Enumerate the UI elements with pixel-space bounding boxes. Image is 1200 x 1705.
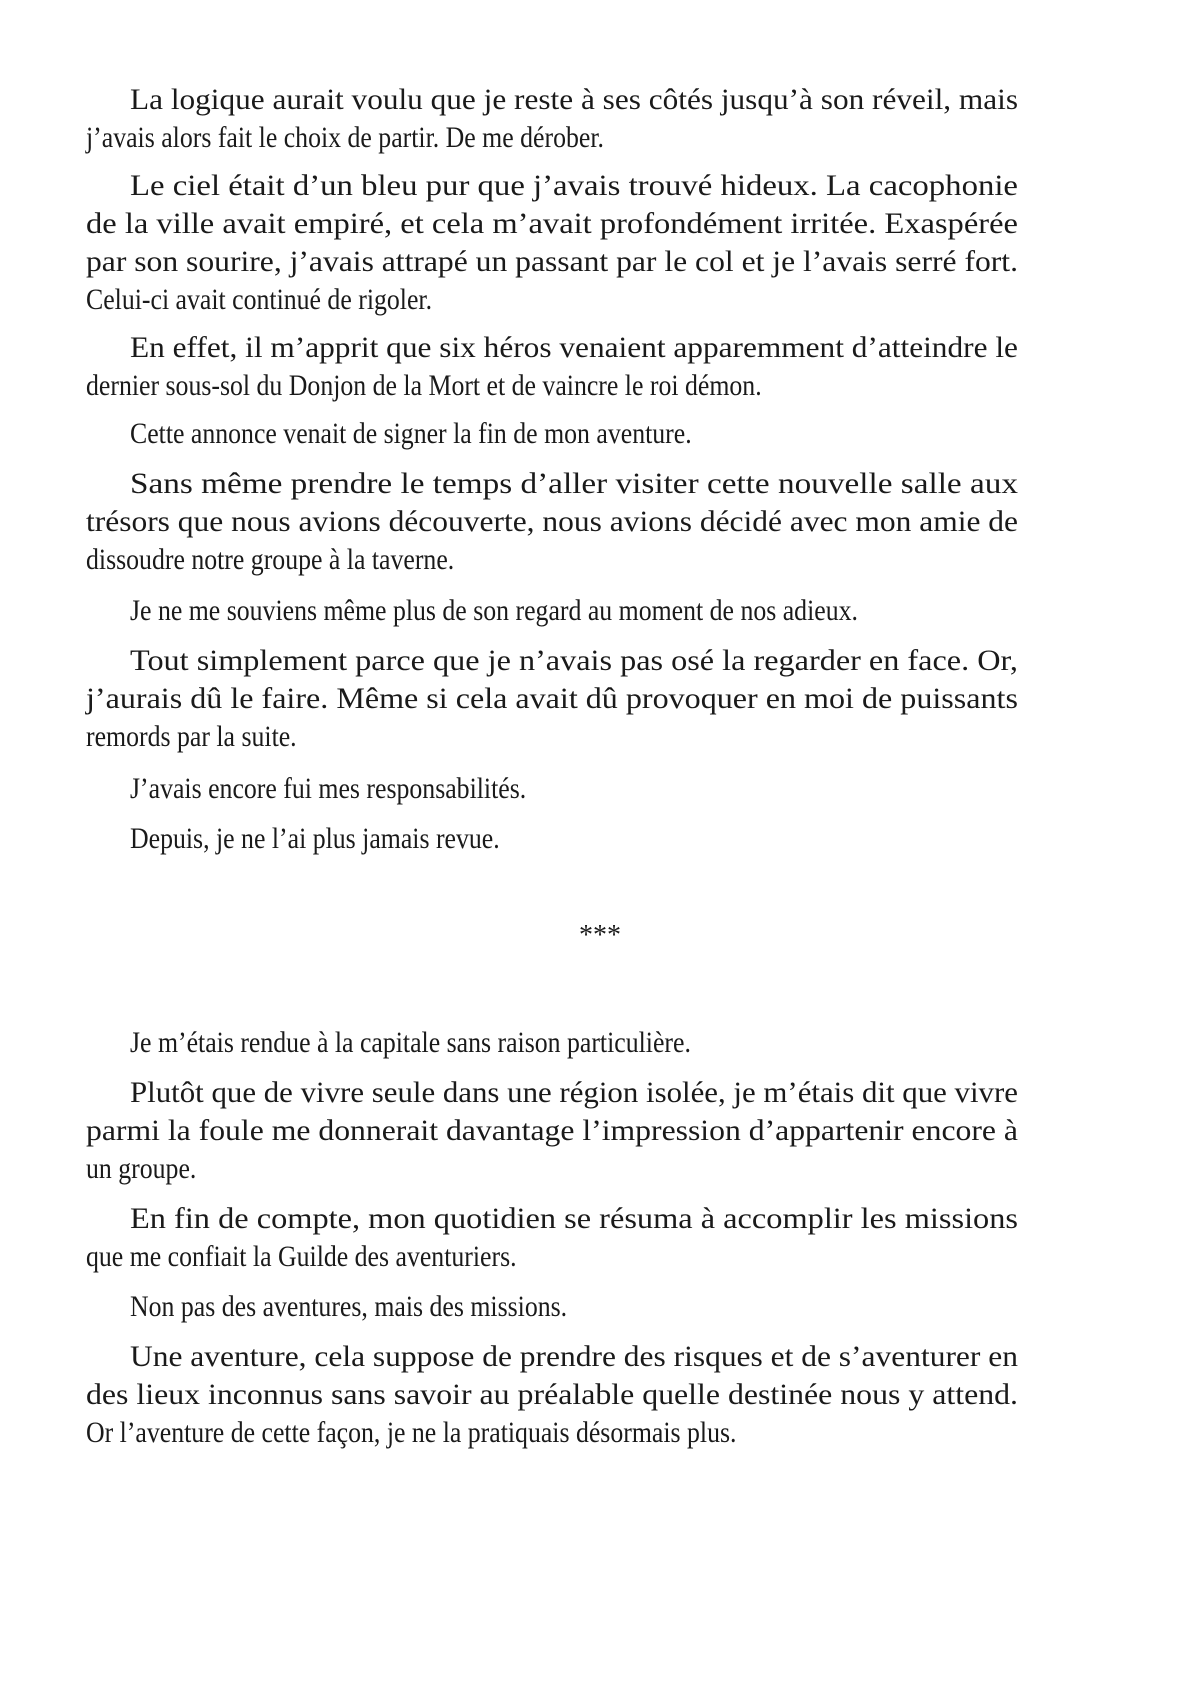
text-line: La logique aurait voulu que je reste à ses côtés jusqu’à son réveil, mais bbox=[130, 83, 1019, 116]
paragraph bbox=[86, 1338, 1018, 1452]
paragraph bbox=[86, 642, 1018, 756]
paragraph bbox=[86, 1024, 1018, 1062]
paragraph bbox=[86, 167, 1018, 319]
text-line: j’avais alors fait le choix de partir. De me dérober. bbox=[86, 121, 604, 154]
text-line: En effet, il m’apprit que six héros venaient apparemment d’atteindre le bbox=[130, 331, 1018, 364]
text-line: Cette annonce venait de signer la fin de mon aventure. bbox=[130, 417, 692, 450]
paragraph bbox=[86, 1288, 1018, 1326]
paragraph bbox=[86, 415, 1018, 453]
text-line: parmi la foule me donnerait davantage l’impression d’appartenir encore à bbox=[86, 1114, 1018, 1147]
text-line: En fin de compte, mon quotidien se résuma à accomplir les missions bbox=[130, 1202, 1019, 1235]
paragraph bbox=[86, 592, 1018, 630]
text-line: Je ne me souviens même plus de son regard au moment de nos adieux. bbox=[130, 594, 858, 627]
text-line: Celui-ci avait continué de rigoler. bbox=[86, 283, 433, 316]
scene-break: *** bbox=[579, 920, 621, 951]
text-line: trésors que nous avions découverte, nous avions décidé avec mon amie de bbox=[86, 505, 1019, 538]
text-line: Le ciel était d’un bleu pur que j’avais trouvé hideux. La cacophonie bbox=[130, 169, 1018, 202]
text-line: dernier sous-sol du Donjon de la Mort et de vaincre le roi démon. bbox=[86, 369, 762, 402]
text-line: Sans même prendre le temps d’aller visiter cette nouvelle salle aux bbox=[130, 467, 1019, 500]
text-line: dissoudre notre groupe à la taverne. bbox=[86, 543, 455, 576]
text-line: Tout simplement parce que je n’avais pas osé la regarder en face. Or, bbox=[130, 644, 1018, 677]
text-line: j’aurais dû le faire. Même si cela avait dû provoquer en moi de puissants bbox=[86, 682, 1018, 715]
paragraph bbox=[86, 329, 1018, 405]
text-line: Je m’étais rendue à la capitale sans raison particulière. bbox=[130, 1026, 691, 1059]
text-line: remords par la suite. bbox=[86, 720, 297, 753]
text-line: Non pas des aventures, mais des missions. bbox=[130, 1290, 568, 1323]
paragraph bbox=[86, 1200, 1018, 1276]
text-line: de la ville avait empiré, et cela m’avait profondément irritée. Exaspérée bbox=[86, 207, 1018, 240]
text-line: Depuis, je ne l’ai plus jamais revue. bbox=[130, 822, 500, 855]
text-line: Plutôt que de vivre seule dans une région isolée, je m’étais dit que vivre bbox=[130, 1076, 1018, 1109]
text-line: Une aventure, cela suppose de prendre des risques et de s’aventurer en bbox=[130, 1340, 1018, 1373]
text-line: J’avais encore fui mes responsabilités. bbox=[130, 772, 527, 805]
paragraph bbox=[86, 1074, 1018, 1188]
paragraph bbox=[86, 770, 1018, 808]
text-line: un groupe. bbox=[86, 1152, 197, 1185]
text-line: Or l’aventure de cette façon, je ne la pratiquais désormais plus. bbox=[86, 1416, 737, 1449]
paragraph bbox=[86, 81, 1018, 157]
text-line: des lieux inconnus sans savoir au préalable quelle destinée nous y attend. bbox=[86, 1378, 1019, 1411]
text-line: que me confiait la Guilde des aventuriers. bbox=[86, 1240, 517, 1273]
text-line: par son sourire, j’avais attrapé un passant par le col et je l’avais serré fort. bbox=[86, 245, 1018, 278]
paragraph bbox=[86, 820, 1018, 858]
paragraph bbox=[86, 465, 1018, 579]
